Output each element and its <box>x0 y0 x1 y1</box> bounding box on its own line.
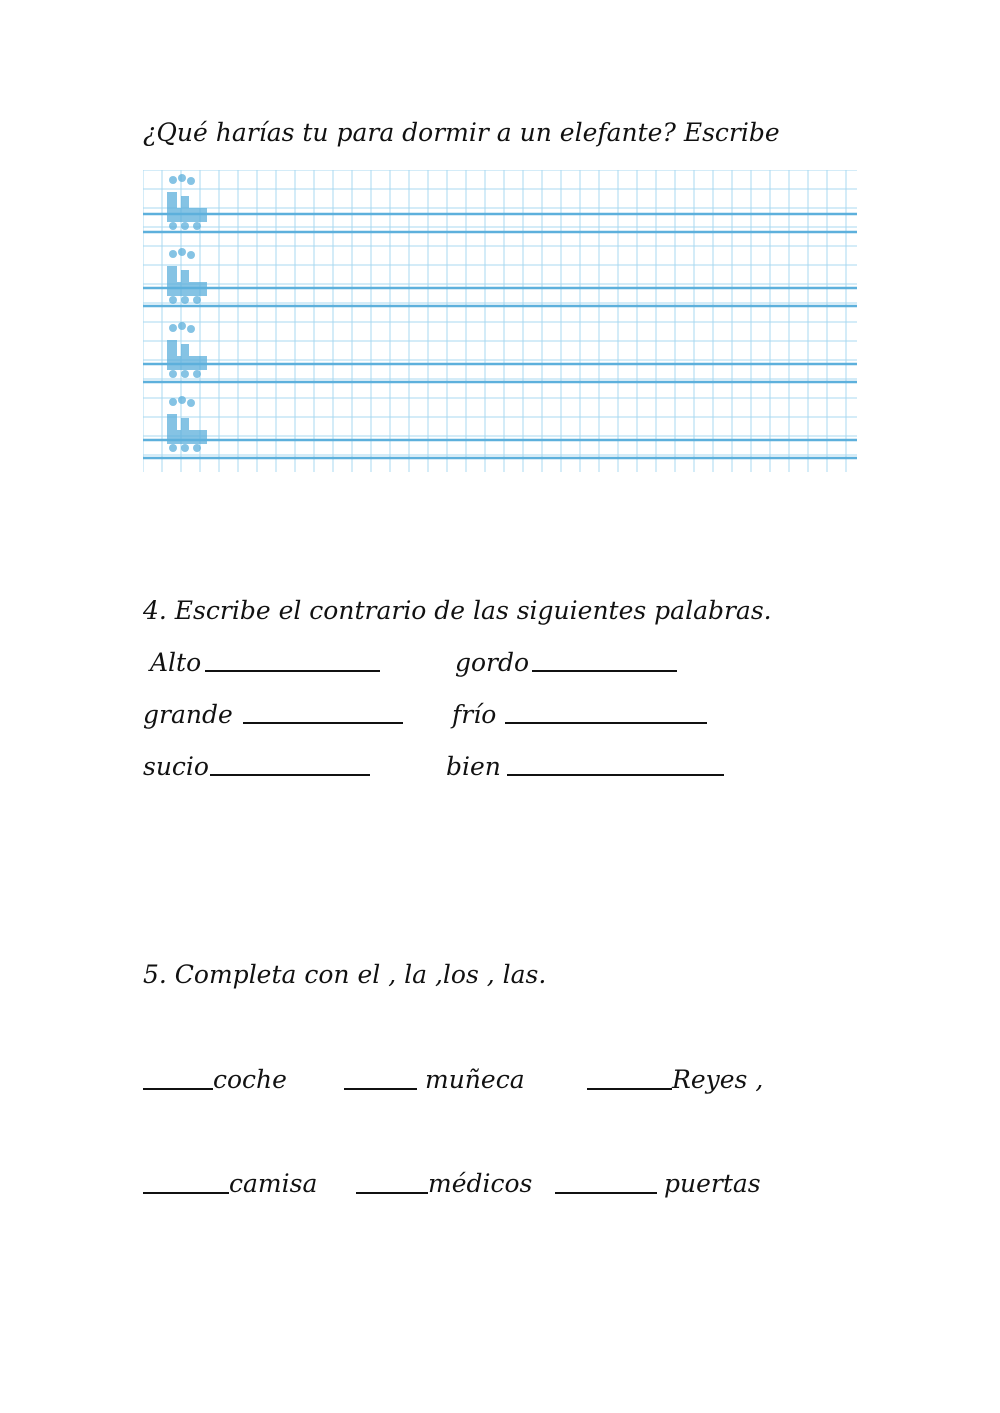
word-puertas: puertas <box>664 1169 761 1198</box>
answer-blank[interactable] <box>210 774 370 776</box>
answer-blank[interactable] <box>243 722 403 724</box>
article-blank[interactable] <box>143 1088 213 1090</box>
word-camisa: camisa <box>229 1169 318 1198</box>
word-medicos: médicos <box>428 1169 533 1198</box>
train-icon <box>163 172 209 236</box>
question4-title: 4. Escribe el contrario de las siguientes palabras. <box>143 596 772 625</box>
train-icon <box>163 394 209 458</box>
train-icon <box>163 320 209 384</box>
article-blank[interactable] <box>344 1088 417 1090</box>
word-grande: grande <box>143 700 233 729</box>
word-frio: frío <box>452 700 497 729</box>
answer-blank[interactable] <box>507 774 724 776</box>
question5-title: 5. Completa con el , la ,los , las. <box>143 960 547 989</box>
word-sucio: sucio <box>143 752 209 781</box>
grid-lines <box>143 170 857 472</box>
article-blank[interactable] <box>143 1192 229 1194</box>
word-muneca: muñeca <box>425 1065 525 1094</box>
word-coche: coche <box>213 1065 287 1094</box>
article-blank[interactable] <box>356 1192 428 1194</box>
answer-blank[interactable] <box>505 722 707 724</box>
answer-blank[interactable] <box>205 670 380 672</box>
article-blank[interactable] <box>587 1088 672 1090</box>
word-reyes: Reyes , <box>672 1065 764 1094</box>
answer-blank[interactable] <box>532 670 677 672</box>
word-gordo: gordo <box>455 648 530 677</box>
train-icon <box>163 246 209 310</box>
word-bien: bien <box>446 752 501 781</box>
word-alto: Alto <box>150 648 202 677</box>
article-blank[interactable] <box>555 1192 657 1194</box>
writing-grid[interactable] <box>143 170 857 472</box>
question3-prompt: ¿Qué harías tu para dormir a un elefante? Escribe <box>143 118 780 147</box>
